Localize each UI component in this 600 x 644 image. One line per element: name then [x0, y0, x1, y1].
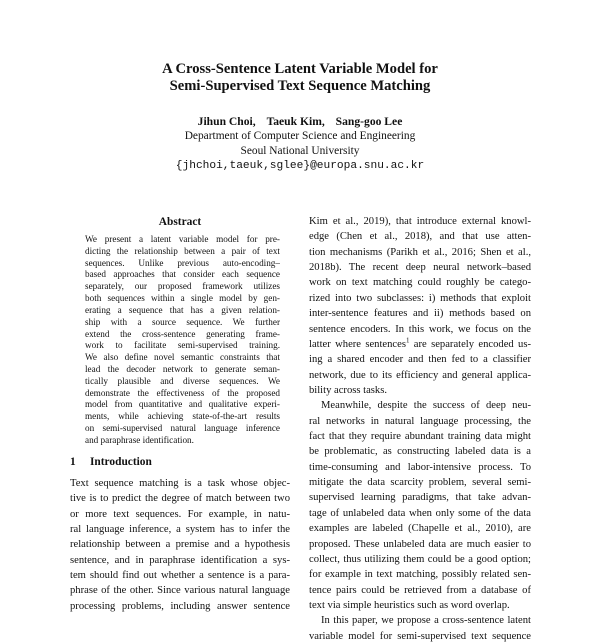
text-line: proposed. These unlabeled data are much easier to	[309, 538, 531, 550]
section-title: Introduction	[90, 456, 152, 468]
author-emails: {jhchoi,taeuk,sglee}@europa.snu.ac.kr	[175, 160, 425, 172]
text-line: latter where sentences$^1$ are separately encoded us-	[309, 336, 531, 350]
text-line: on semi-supervised natural language inference	[85, 423, 280, 433]
text-line: inter-sentence features and ii) methods based on	[309, 308, 531, 320]
text-line: ing a shared encoder and then fed to a classifier	[309, 354, 531, 366]
text-line: variable model for semi-supervised text sequence	[309, 630, 531, 642]
abstract-body	[85, 234, 280, 447]
text-line: processing problems, including answer sentence	[70, 600, 290, 612]
paper-title-line-1: A Cross-Sentence Latent Variable Model for	[162, 61, 438, 77]
text-line: work to facilitate semi-supervised training.	[85, 340, 280, 351]
text-line: tage of unlabeled data when only some of the data	[309, 507, 531, 519]
text-line: erating a sequence that has a given relation-	[85, 304, 280, 315]
text-line: based approaches that consider each sequence	[85, 269, 280, 280]
affiliation-university: Seoul National University	[240, 145, 360, 157]
section-number: 1	[70, 456, 76, 468]
author-name: Taeuk Kim,	[266, 115, 325, 128]
text-line: tically plausible and diverse sequences. We	[85, 375, 280, 386]
text-line: for example in text matching, possibly related sen-	[309, 569, 531, 581]
author-list	[0, 115, 600, 129]
text-line: tem should find out whether a sentence is a para-	[70, 570, 290, 582]
text-line: sentence encoders. In this work, we focus on the	[309, 323, 531, 335]
text-line: supervised learning paradigms, that take advan-	[309, 492, 531, 504]
text-line: edge (Chen et al., 2018), and that use atten-	[309, 231, 531, 243]
text-line: phrase of the other. Since various natural language	[70, 585, 290, 597]
text-line: and paraphrase identification.	[85, 434, 194, 445]
text-line: be problematic, as constructing labeled data is a	[309, 446, 531, 458]
text-line: both sequences within a single model by gen-	[85, 293, 280, 304]
text-line: ship with a source sequence. We further	[85, 316, 280, 327]
section-heading-introduction	[70, 456, 152, 469]
text-line: relationship between a premise and a hypothesis	[70, 539, 290, 551]
text-line: Text sequence matching is a task whose objec-	[70, 478, 290, 489]
text-line: 2018b). The recent deep neural network–based	[309, 262, 531, 274]
text-line: collect, thus utilizing them could be a good option;	[309, 553, 531, 565]
left-column-body	[70, 476, 290, 614]
text-line: tence pairs could be retrieved from a database of	[309, 584, 531, 596]
text-line: rized into two subclasses: i) methods that exploit	[309, 292, 531, 304]
text-line: text via simple heuristics such as word overlap.	[309, 599, 510, 611]
text-line: extend the cross-sentence generating frame-	[85, 328, 280, 339]
text-line: examples are labeled (Chapelle et al., 2010), are	[309, 523, 531, 535]
text-line: mitigate the data scarcity problem, several semi-	[309, 477, 531, 489]
text-line: In this paper, we propose a cross-sentence latent	[321, 615, 531, 627]
paper-title-line-2: Semi-Supervised Text Sequence Matching	[169, 78, 431, 94]
right-column-body	[309, 214, 531, 644]
text-line: We present a latent variable model for pre-	[85, 234, 280, 244]
text-line: lead the decoder network to generate seman-	[85, 363, 280, 374]
text-line: bility across tasks.	[309, 384, 387, 396]
affiliation-department: Department of Computer Science and Engineering	[184, 130, 416, 142]
text-line: Kim et al., 2019), that introduce external knowl-	[309, 216, 531, 227]
text-line: ments, while achieving state-of-the-art results	[85, 411, 280, 422]
text-line: network, due to its efficiency and general applica-	[309, 369, 531, 381]
abstract-heading: Abstract	[158, 216, 202, 228]
text-line: model from quantitative and qualitative experi-	[85, 399, 280, 410]
text-line: separately, our proposed framework utilizes	[85, 281, 280, 292]
text-line: sequences. Unlike previous auto-encoding–	[85, 257, 280, 268]
text-line: ral language inference, a system has to infer the	[70, 524, 290, 536]
text-line: work on text matching could roughly be catego-	[309, 277, 531, 289]
author-name: Jihun Choi,	[197, 115, 256, 128]
text-line: or more text sequences. For example, in natu-	[70, 508, 290, 520]
text-line: fact that they require abundant training data might	[309, 431, 531, 443]
text-line: We also define novel semantic constraints that	[85, 352, 280, 363]
text-line: time-consuming and labor-intensive process. To	[309, 461, 531, 473]
footnote-marker[interactable]: 1	[405, 336, 410, 345]
text-line: ral networks in natural language processing, the	[309, 415, 531, 427]
text-line: demonstrate the effectiveness of the proposed	[85, 387, 280, 398]
text-line: dicting the relationship between a pair of text	[85, 245, 280, 256]
text-line: tive is to predict the degree of match between two	[70, 493, 290, 505]
text-line: Meanwhile, despite the success of deep neu-	[321, 400, 531, 412]
text-line: sentence, and in paraphrase identification a sys-	[70, 554, 290, 566]
author-name: Sang-goo Lee	[335, 115, 403, 128]
text-line: tion mechanisms (Parikh et al., 2016; Shen et al.,	[309, 246, 531, 258]
